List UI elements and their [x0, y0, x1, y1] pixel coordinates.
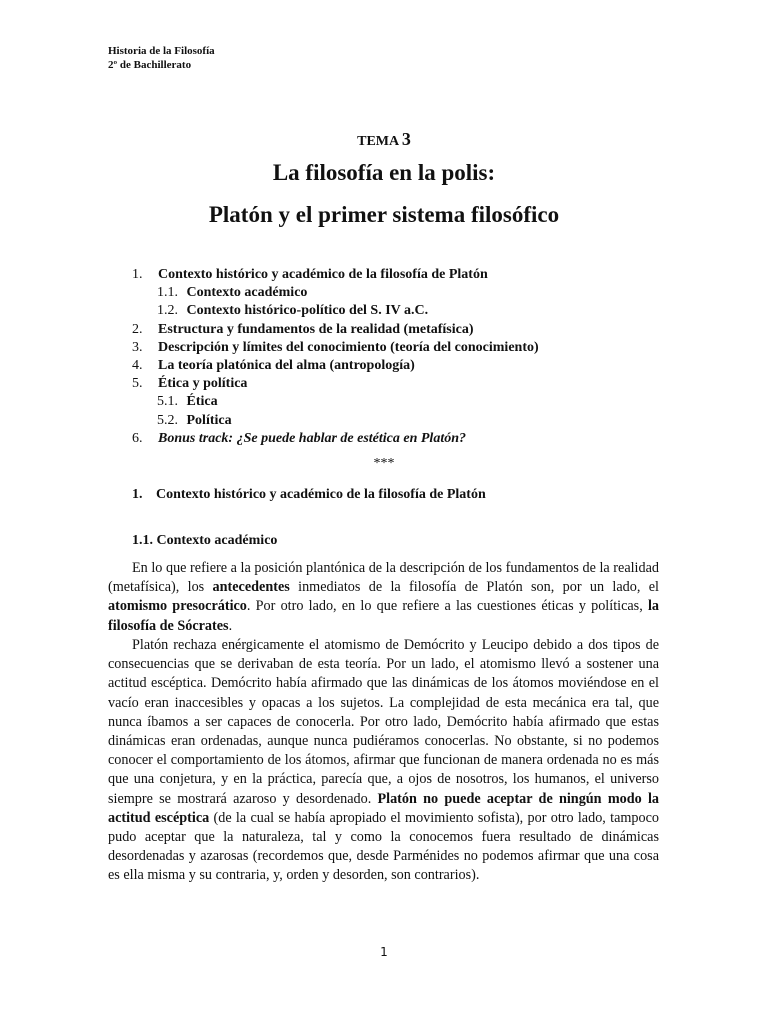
header-level: 2º de Bachillerato [108, 59, 192, 71]
toc-item-6 [108, 430, 539, 448]
toc-text: Estructura y fundamentos de la realidad (metafísica) [158, 321, 474, 337]
toc-text: Bonus track: ¿Se puede hablar de estética en Platón? [158, 430, 466, 446]
paragraph-emphasis: la filosofía de Sócrates [108, 598, 659, 634]
toc-item-5 [108, 375, 539, 393]
section-heading-1 [132, 487, 486, 503]
page-number: 1 [380, 945, 388, 959]
header-course: Historia de la Filosofía [108, 45, 215, 57]
toc-item-1-1 [108, 284, 539, 302]
toc-item-5-1 [108, 393, 539, 411]
paragraph-text: . Por otro lado, en lo que refiere a las cuestiones éticas y políticas, [246, 598, 648, 615]
toc-item-1 [108, 266, 539, 284]
toc-text: Contexto académico [186, 285, 308, 301]
toc-item-4 [108, 357, 539, 375]
toc-text: Contexto histórico-político del S. IV a.C. [186, 303, 429, 319]
toc-text: Ética [186, 394, 218, 410]
toc-item-3 [108, 339, 539, 357]
toc-number: 1. [132, 267, 143, 282]
toc-text: Descripción y límites del conocimiento (teoría del conocimiento) [158, 339, 539, 355]
toc-number: 6. [132, 430, 143, 446]
paragraph-emphasis: antecedentes [212, 579, 290, 596]
toc-number: 5.2. [157, 412, 178, 428]
tema-label: TEMA [357, 134, 399, 149]
tema-heading [0, 129, 768, 150]
table-of-contents [108, 266, 539, 448]
paragraph [108, 636, 659, 886]
subsection-heading-1-1: 1.1. Contexto académico [132, 533, 278, 548]
paragraph [108, 559, 659, 636]
toc-number: 2. [132, 321, 143, 337]
paragraph-text: En lo que refiere a la posición plantónica de la descripción de los fundamentos de la realidad (metafísica), los [108, 560, 659, 596]
toc-text: Contexto histórico y académico de la filosofía de Platón [158, 267, 488, 282]
page-title-line1: La filosofía en la polis: [272, 160, 496, 185]
toc-item-2 [108, 321, 539, 339]
paragraph-emphasis: Platón no puede aceptar de ningún modo la actitud escéptica [108, 790, 659, 826]
toc-number: 1.1. [157, 285, 178, 301]
toc-number: 4. [132, 358, 143, 374]
paragraph-text: . [228, 617, 233, 634]
toc-text: La teoría platónica del alma (antropología) [158, 358, 415, 374]
paragraph-text: Platón rechaza enérgicamente el atomismo de Demócrito y Leucipo debido a dos tipos de consecuencias que se derivaban de esta teoría. Por un lado, el atomismo llevó a sostener una actitud escéptica. Demócrito había afirmado que las dinámicas de los átomos moviéndose en el vacío eran inaccesibles y opacas a los sujetos. La complejidad de esta mecánica era tal, que nunca íbamos a ser capaces de conocerla. Por otro lado, Demócrito había afirmado que estas dinámicas eran ordenadas, aunque nunca pudiéramos conocerlas. No obstante, si no podemos conocer el comportamiento de los átomos, afirmar que funcionan de manera ordenada no es más que una conjetura, y en la práctica, parecía que, a ojos de nosotros, los humanos, el universo siempre se mostrará azaroso y desordenado. [108, 637, 659, 807]
toc-item-1-2 [108, 302, 539, 320]
toc-number: 5.1. [157, 394, 178, 410]
toc-number: 1.2. [157, 303, 178, 319]
section-title: Contexto histórico y académico de la filosofía de Platón [156, 487, 486, 502]
toc-number: 5. [132, 376, 143, 392]
toc-text: Ética y política [158, 376, 248, 392]
section-number: 1. [132, 487, 143, 502]
toc-number: 3. [132, 339, 143, 355]
section-separator: *** [373, 456, 395, 471]
paragraph-text: inmediatos de la filosofía de Platón son, por un lado, el [289, 579, 659, 596]
toc-item-5-2 [108, 412, 539, 430]
paragraph-text: (de la cual se había apropiado el movimiento sofista), por otro lado, tampoco pudo aceptar que la naturaleza, tal y como la conocemos fuera resultado de dinámicas desordenadas y azarosas (recordemos que, desde Parménides no podemos afirmar que una cosa es ella misma y su contraria, y, orden y desorden, son contrarios). [108, 809, 659, 884]
toc-text: Política [186, 412, 232, 428]
document-header [108, 44, 215, 72]
page-title-line2: Platón y el primer sistema filosófico [208, 202, 560, 227]
paragraph-emphasis: atomismo presocrático [108, 598, 247, 615]
tema-number: 3 [401, 129, 411, 149]
